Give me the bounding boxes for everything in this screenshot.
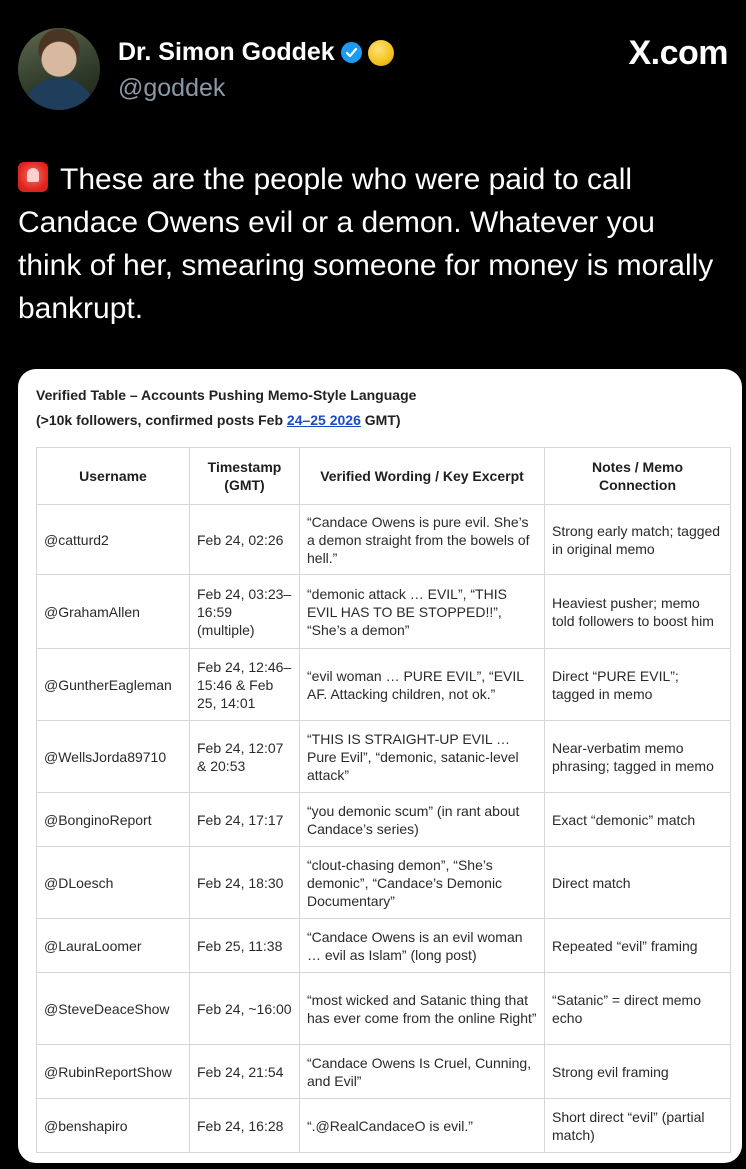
excerpt-cell: “evil woman … PURE EVIL”, “EVIL AF. Attacking children, not ok.” — [300, 649, 545, 721]
notes-cell: Direct match — [545, 847, 731, 919]
timestamp-cell: Feb 24, 17:17 — [190, 793, 300, 847]
tweet-header — [18, 28, 728, 114]
subtitle-text-end: GMT) — [360, 412, 401, 428]
table-row — [37, 1099, 731, 1153]
notes-cell: Near-verbatim memo phrasing; tagged in memo — [545, 721, 731, 793]
username-cell: @RubinReportShow — [37, 1045, 190, 1099]
author-name[interactable]: Dr. Simon Goddek — [118, 38, 335, 66]
username-cell: @catturd2 — [37, 505, 190, 575]
timestamp-cell: Feb 24, 12:07 & 20:53 — [190, 721, 300, 793]
notes-cell: Strong early match; tagged in original memo — [545, 505, 731, 575]
notes-cell: Direct “PURE EVIL”; tagged in memo — [545, 649, 731, 721]
table-row — [37, 847, 731, 919]
username-cell: @benshapiro — [37, 1099, 190, 1153]
username-cell: @BonginoReport — [37, 793, 190, 847]
timestamp-cell: Feb 24, 12:46–15:46 & Feb 25, 14:01 — [190, 649, 300, 721]
excerpt-cell: “Candace Owens is pure evil. She’s a demon straight from the bowels of hell.” — [300, 505, 545, 575]
timestamp-cell: Feb 24, 18:30 — [190, 847, 300, 919]
table-row — [37, 793, 731, 847]
table-subtitle — [36, 412, 401, 428]
author-handle[interactable]: @goddek — [118, 74, 226, 102]
timestamp-cell: Feb 25, 11:38 — [190, 919, 300, 973]
siren-icon — [18, 162, 48, 192]
date-link[interactable]: 24–25 2026 — [286, 412, 361, 428]
gold-coin-icon — [368, 40, 394, 66]
column-header: Notes / Memo Connection — [545, 448, 731, 505]
excerpt-cell: “most wicked and Satanic thing that has ever come from the online Right” — [300, 973, 545, 1045]
tweet-body — [18, 158, 718, 330]
column-header: Verified Wording / Key Excerpt — [300, 448, 545, 505]
username-cell: @DLoesch — [37, 847, 190, 919]
avatar[interactable] — [18, 28, 100, 110]
table-title: Verified Table – Accounts Pushing Memo-Style Language — [36, 387, 417, 403]
table-header-row — [37, 448, 731, 505]
tweet-text: These are the people who were paid to call Candace Owens evil or a demon. Whatever you think of her, smearing someone for money is morally bankrupt. — [18, 163, 714, 325]
table-row — [37, 973, 731, 1045]
notes-cell: Heaviest pusher; memo told followers to boost him — [545, 575, 731, 649]
author-name-row — [118, 38, 394, 67]
notes-cell: Short direct “evil” (partial match) — [545, 1099, 731, 1153]
table-row — [37, 649, 731, 721]
timestamp-cell: Feb 24, 16:28 — [190, 1099, 300, 1153]
table-row — [37, 721, 731, 793]
username-cell: @GuntherEagleman — [37, 649, 190, 721]
table-row — [37, 505, 731, 575]
timestamp-cell: Feb 24, 03:23–16:59 (multiple) — [190, 575, 300, 649]
verified-badge-icon — [341, 42, 362, 63]
subtitle-text: (>10k followers, confirmed posts Feb — [36, 412, 287, 428]
table-row — [37, 919, 731, 973]
timestamp-cell: Feb 24, ~16:00 — [190, 973, 300, 1045]
notes-cell: Exact “demonic” match — [545, 793, 731, 847]
excerpt-cell: “.@RealCandaceO is evil.” — [300, 1099, 545, 1153]
timestamp-cell: Feb 24, 21:54 — [190, 1045, 300, 1099]
excerpt-cell: “THIS IS STRAIGHT-UP EVIL … Pure Evil”, “demonic, satanic-level attack” — [300, 721, 545, 793]
column-header: Timestamp (GMT) — [190, 448, 300, 505]
excerpt-cell: “demonic attack … EVIL”, “THIS EVIL HAS TO BE STOPPED!!”, “She’s a demon” — [300, 575, 545, 649]
username-cell: @SteveDeaceShow — [37, 973, 190, 1045]
excerpt-cell: “Candace Owens Is Cruel, Cunning, and Evil” — [300, 1045, 545, 1099]
notes-cell: Repeated “evil” framing — [545, 919, 731, 973]
username-cell: @WellsJorda89710 — [37, 721, 190, 793]
x-logo: X.com — [628, 34, 728, 72]
table-row — [37, 575, 731, 649]
username-cell: @LauraLoomer — [37, 919, 190, 973]
accounts-table — [36, 447, 731, 1153]
username-cell: @GrahamAllen — [37, 575, 190, 649]
column-header: Username — [37, 448, 190, 505]
notes-cell: Strong evil framing — [545, 1045, 731, 1099]
excerpt-cell: “you demonic scum” (in rant about Candace’s series) — [300, 793, 545, 847]
table-image-card — [18, 369, 742, 1163]
timestamp-cell: Feb 24, 02:26 — [190, 505, 300, 575]
excerpt-cell: “clout-chasing demon”, “She’s demonic”, “Candace’s Demonic Documentary” — [300, 847, 545, 919]
excerpt-cell: “Candace Owens is an evil woman … evil as Islam” (long post) — [300, 919, 545, 973]
notes-cell: “Satanic” = direct memo echo — [545, 973, 731, 1045]
table-row — [37, 1045, 731, 1099]
